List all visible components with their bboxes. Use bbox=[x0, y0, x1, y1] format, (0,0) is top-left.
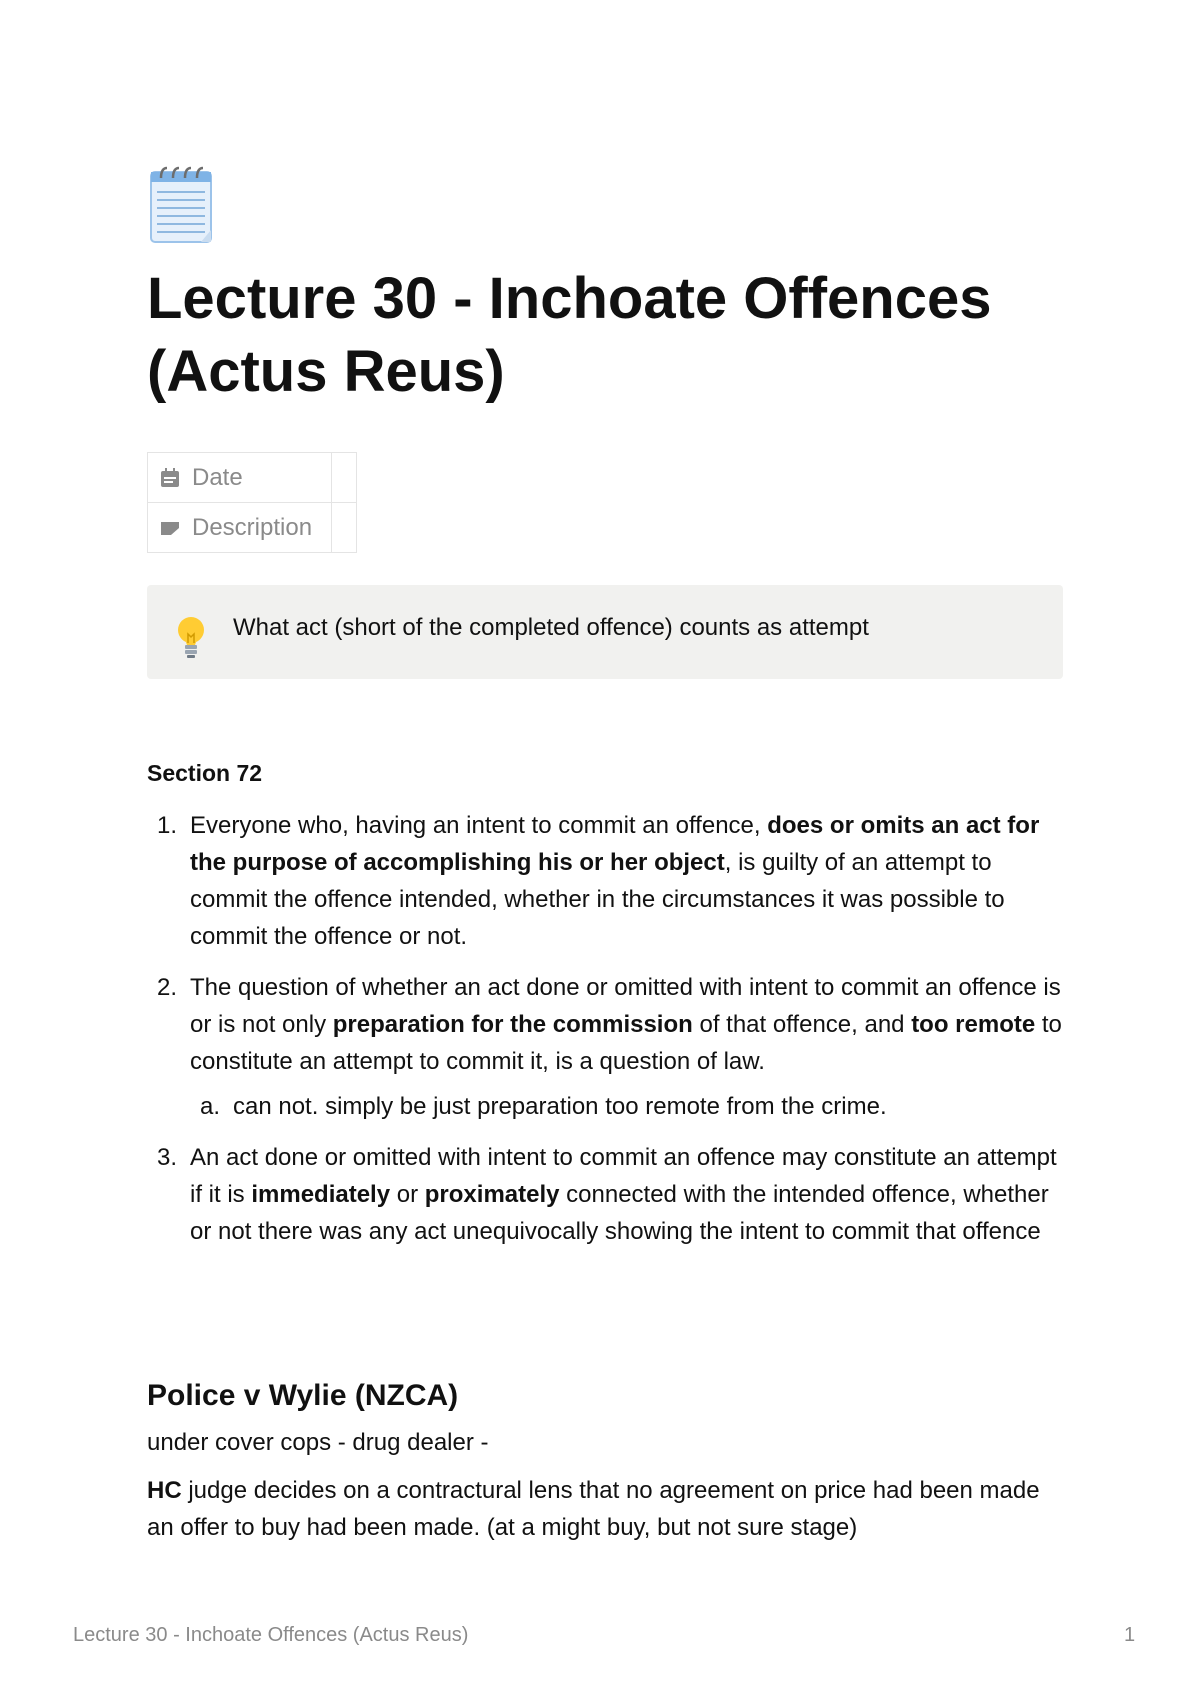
case-paragraph-1: under cover cops - drug dealer - bbox=[147, 1429, 489, 1456]
list-item bbox=[147, 1139, 1063, 1250]
list-number: 2. bbox=[157, 974, 178, 1001]
item-text: of that offence, and bbox=[692, 1011, 912, 1038]
item-bold-text: does or omits an act for the purpose of accomplishing his or her object bbox=[190, 812, 1040, 876]
item-text: The question of whether an act done or omitted with intent to commit an offence is or is not only bbox=[190, 974, 1061, 1038]
item-text: or bbox=[390, 1181, 425, 1208]
item-bold-text: immediately bbox=[251, 1181, 391, 1208]
property-row-description bbox=[148, 503, 357, 553]
item-text: , is guilty of an attempt to commit the offence intended, whether in the circumstances it was possible to commit the offence or not. bbox=[190, 849, 1005, 950]
footer-title: Lecture 30 - Inchoate Offences (Actus Reus) bbox=[73, 1624, 469, 1646]
description-property-label: Description bbox=[192, 513, 313, 541]
description-property-value[interactable] bbox=[332, 503, 357, 553]
date-property-value[interactable] bbox=[332, 453, 357, 503]
item-bold-text: preparation for the commission bbox=[332, 1011, 693, 1038]
list-item bbox=[147, 969, 1063, 1125]
date-property-label: Date bbox=[192, 463, 243, 491]
case-text: judge decides on a contractural lens that no agreement on price had been made an offer to buy had been made. (at a might buy, but not sure stage) bbox=[147, 1477, 1040, 1541]
properties-table bbox=[147, 452, 357, 553]
item-bold-text: proximately bbox=[424, 1181, 560, 1208]
list-number: 3. bbox=[157, 1144, 178, 1171]
lightbulb-icon bbox=[173, 615, 209, 664]
callout-box bbox=[147, 585, 1063, 679]
text-lines-icon bbox=[159, 517, 181, 539]
item-text: An act done or omitted with intent to commit an offence may constitute an attempt if it is bbox=[190, 1144, 1057, 1208]
numbered-list bbox=[147, 807, 1063, 1264]
item-text: Everyone who, having an intent to commit an offence, bbox=[190, 812, 768, 839]
list-item bbox=[147, 807, 1063, 955]
case-heading: Police v Wylie (NZCA) bbox=[147, 1379, 459, 1412]
calendar-icon bbox=[159, 467, 181, 489]
page-title: Lecture 30 - Inchoate Offences (Actus Reus) bbox=[147, 266, 992, 404]
item-bold-text: too remote bbox=[911, 1011, 1036, 1038]
item-text: connected with the intended offence, whether or not there was any act unequivocally showing the intent to commit that offence bbox=[190, 1181, 1049, 1245]
callout-text: What act (short of the completed offence) counts as attempt bbox=[233, 614, 869, 641]
sub-list-item bbox=[190, 1088, 1063, 1125]
notepad-icon bbox=[147, 160, 219, 244]
case-paragraph-2 bbox=[147, 1472, 1063, 1546]
item-text: to constitute an attempt to commit it, is a question of law. bbox=[190, 1011, 1062, 1075]
footer-page-number: 1 bbox=[1124, 1624, 1136, 1646]
case-bold-text: HC bbox=[147, 1477, 182, 1504]
property-row-date bbox=[148, 453, 357, 503]
list-number: 1. bbox=[157, 812, 178, 839]
sub-item-text: can not. simply be just preparation too remote from the crime. bbox=[233, 1093, 887, 1120]
section-heading: Section 72 bbox=[147, 760, 263, 786]
sub-list-letter: a. bbox=[200, 1093, 221, 1120]
